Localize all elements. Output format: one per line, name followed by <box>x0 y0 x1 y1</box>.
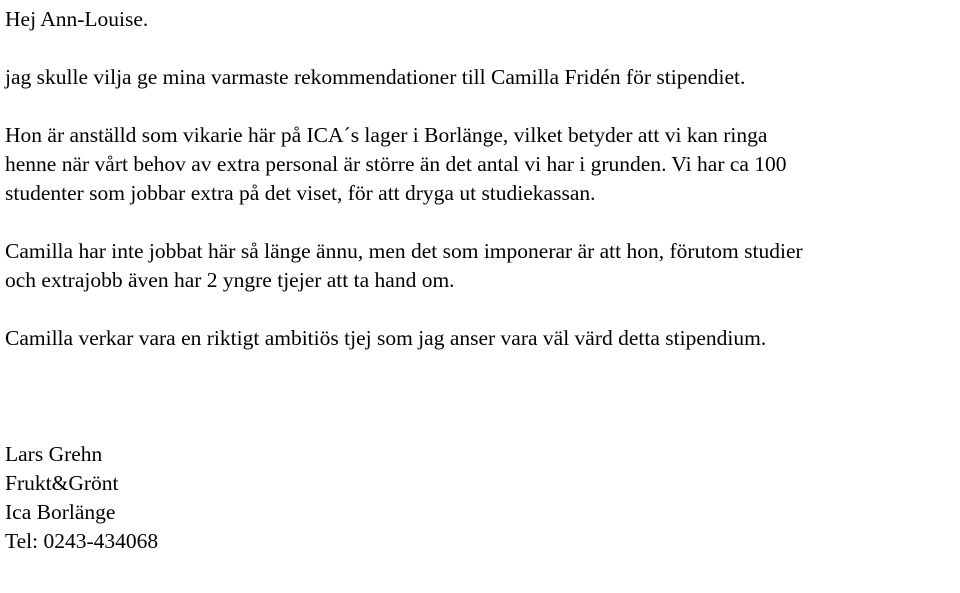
employment-paragraph <box>5 121 960 208</box>
intro-paragraph: jag skulle vilja ge mina varmaste rekommendationer till Camilla Fridén för stipendiet. <box>5 65 746 89</box>
text-line: Camilla har inte jobbat här så länge ännu, men det som imponerar är att hon, förutom studier <box>5 239 803 263</box>
spacer <box>5 353 960 440</box>
spacer <box>5 34 960 63</box>
signature-company: Ica Borlänge <box>5 500 116 524</box>
closing-paragraph: Camilla verkar vara en riktigt ambitiös tjej som jag anser vara väl värd detta stipendium. <box>5 326 767 350</box>
text-line: Hon är anställd som vikarie här på ICA´s lager i Borlänge, vilket betyder att vi kan ringa <box>5 123 768 147</box>
signature-department: Frukt&Grönt <box>5 471 119 495</box>
text-line: och extrajobb även har 2 yngre tjejer att ta hand om. <box>5 268 455 292</box>
spacer <box>5 92 960 121</box>
signature-phone: Tel: 0243-434068 <box>5 529 159 553</box>
spacer <box>5 208 960 237</box>
signature-block <box>5 440 960 556</box>
letter-body <box>5 5 960 556</box>
character-paragraph <box>5 237 960 295</box>
spacer <box>5 295 960 324</box>
signature-name: Lars Grehn <box>5 442 103 466</box>
greeting: Hej Ann-Louise. <box>5 7 149 31</box>
text-line: henne när vårt behov av extra personal är större än det antal vi har i grunden. Vi har ca 100 <box>5 152 787 176</box>
text-line: studenter som jobbar extra på det viset, för att dryga ut studiekassan. <box>5 181 596 205</box>
